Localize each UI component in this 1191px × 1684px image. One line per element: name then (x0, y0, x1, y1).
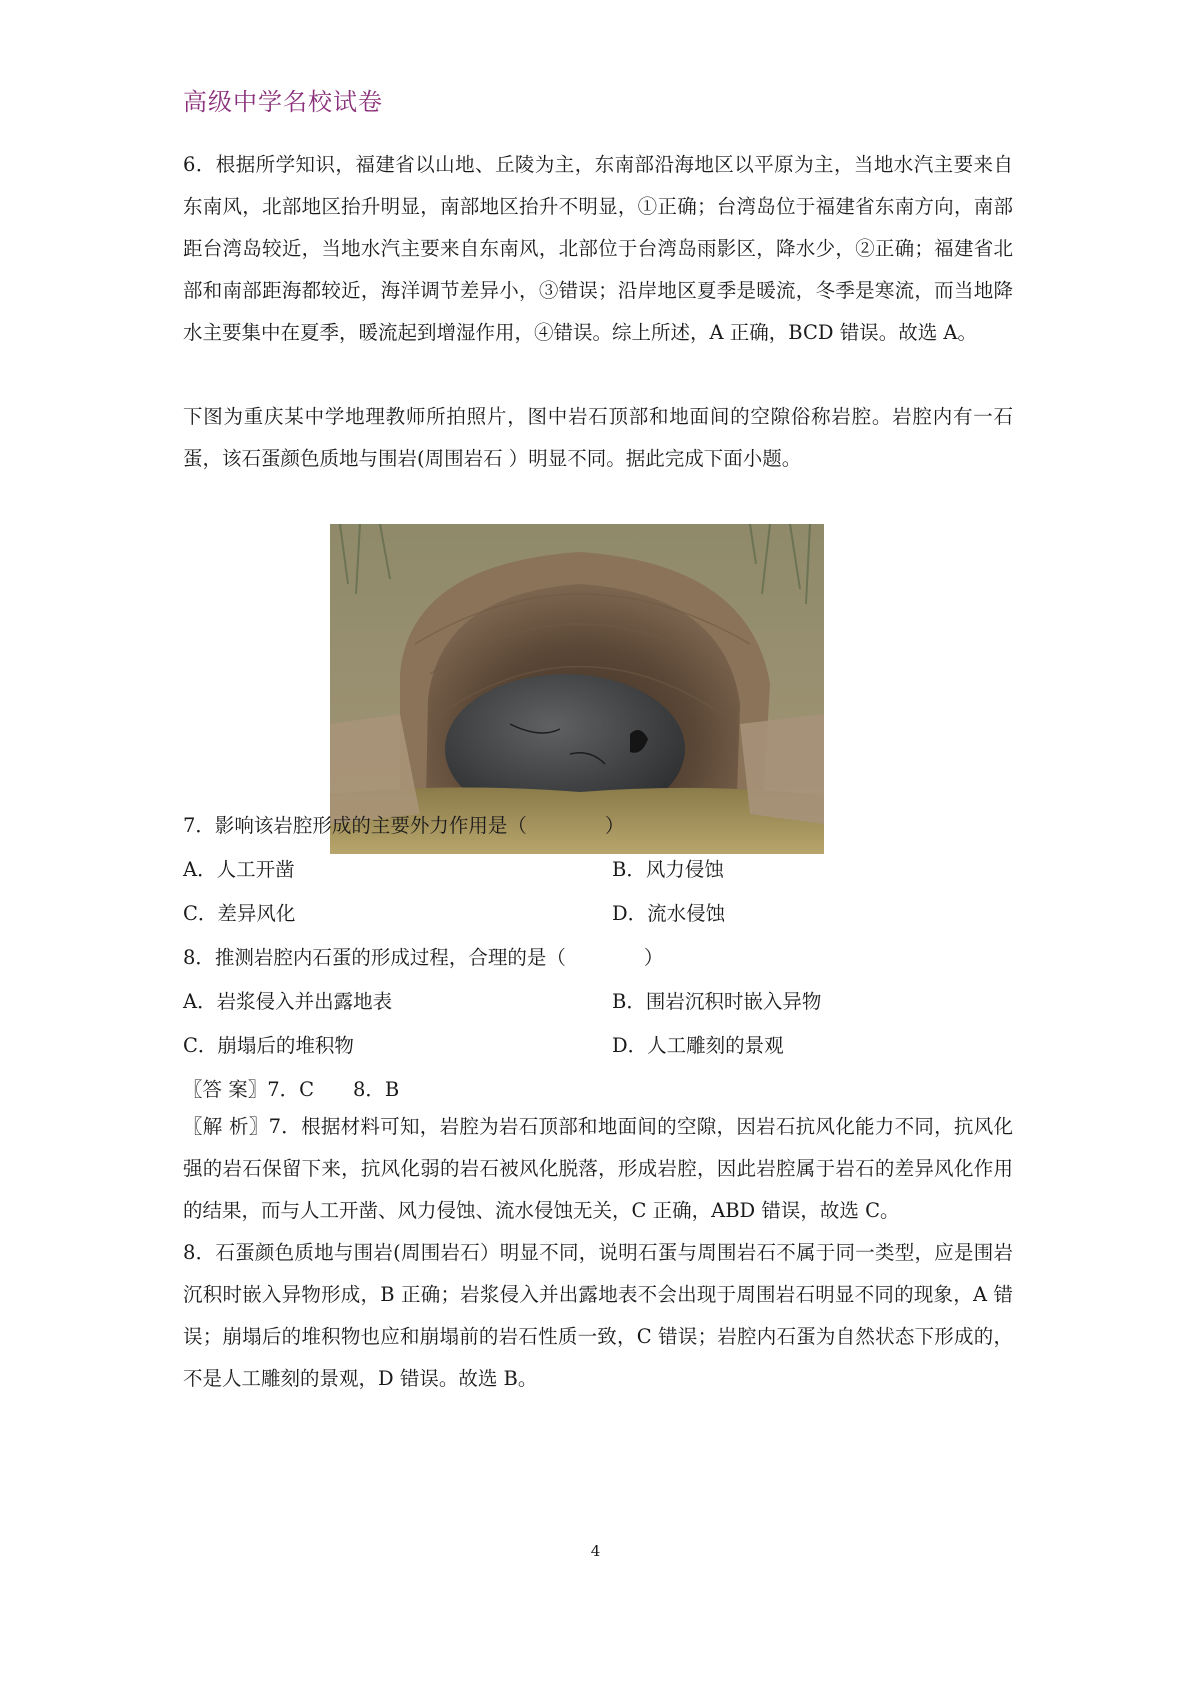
q7-stem: 7．影响该岩腔形成的主要外力作用是（ ） (183, 814, 625, 837)
q8-option-c: C．崩塌后的堆积物 (183, 1034, 354, 1057)
analysis-q7: 〖解 析〗7．根据材料可知，岩腔为岩石顶部和地面间的空隙，因岩石抗风化能力不同，抗风化强的岩石保留下来，抗风化弱的岩石被风化脱落，形成岩腔，因此岩腔属于岩石的差异风化作用的结果，而与人工开凿、风力侵蚀、流水侵蚀无关，C 正确，ABD 错误，故选 C。 (183, 1115, 1013, 1222)
answer-line: 〖答 案〗7．C 8．B (183, 1078, 400, 1101)
rock-cavity-photo (330, 524, 824, 854)
question-intro: 下图为重庆某中学地理教师所拍照片，图中岩石顶部和地面间的空隙俗称岩腔。岩腔内有一石蛋，该石蛋颜色质地与围岩(周围岩石 ）明显不同。据此完成下面小题。 (183, 405, 1013, 470)
page-number: 4 (590, 1542, 601, 1560)
document-header: 高级中学名校试卷 (183, 88, 383, 116)
q7-option-c: C．差异风化 (183, 902, 296, 925)
q6-explanation: 6．根据所学知识，福建省以山地、丘陵为主，东南部沿海地区以平原为主，当地水汽主要来自东南风，北部地区抬升明显，南部地区抬升不明显，①正确；台湾岛位于福建省东南方向，南部距台湾岛较近，当地水汽主要来自东南风，北部位于台湾岛雨影区，降水少，②正确；福建省北部和南部距海都较近，海洋调节差异小，③错误；沿岸地区夏季是暖流，冬季是寒流，而当地降水主要集中在夏季，暖流起到增湿作用，④错误。综上所述，A 正确，BCD 错误。故选 A。 (183, 153, 1013, 344)
q7-option-d: D．流水侵蚀 (612, 902, 726, 925)
q8-option-d: D．人工雕刻的景观 (612, 1034, 784, 1057)
q7-option-a: A．人工开凿 (183, 858, 295, 881)
analysis-q8: 8．石蛋颜色质地与围岩(周围岩石）明显不同，说明石蛋与周围岩石不属于同一类型，应是围岩沉积时嵌入异物形成，B 正确；岩浆侵入并出露地表不会出现于周围岩石明显不同的现象，A 错误；崩塌后的堆积物也应和崩塌前的岩石性质一致，C 错误；岩腔内石蛋为自然状态下形成的，不是人工雕刻的景观，D 错误。故选 B。 (183, 1241, 1013, 1390)
q8-stem: 8．推测岩腔内石蛋的形成过程，合理的是（ ） (183, 946, 664, 969)
q8-option-a: A．岩浆侵入并出露地表 (183, 990, 393, 1013)
q8-option-b: B．围岩沉积时嵌入异物 (612, 990, 822, 1013)
q7-option-b: B．风力侵蚀 (612, 858, 724, 881)
